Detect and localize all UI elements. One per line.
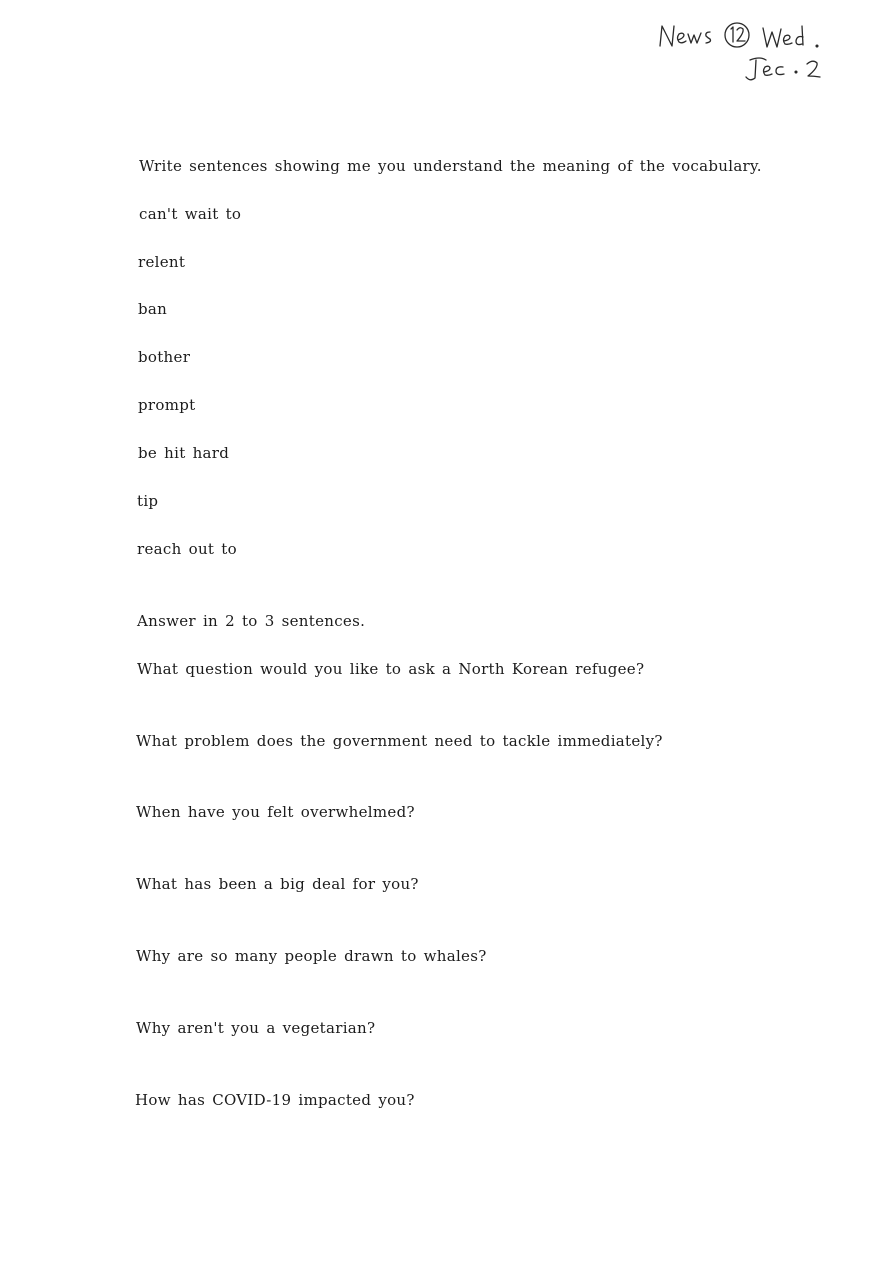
handwritten-date-note [650, 14, 850, 94]
vocabulary-instruction: Write sentences showing me you understand the meaning of the vocabulary. [139, 157, 762, 175]
question-item: What has been a big deal for you? [136, 875, 419, 893]
vocab-item-cant-wait-to: can't wait to [139, 205, 242, 223]
vocab-item-ban: ban [138, 300, 168, 318]
question-item: What problem does the government need to tackle immediately? [136, 732, 663, 750]
question-item: What question would you like to ask a North Korean refugee? [137, 660, 645, 678]
vocab-item-tip: tip [137, 492, 159, 510]
vocab-item-reach-out-to: reach out to [137, 540, 237, 558]
question-item: How has COVID-19 impacted you? [135, 1091, 415, 1109]
vocab-item-prompt: prompt [138, 396, 196, 414]
vocab-item-relent: relent [138, 253, 186, 271]
question-item: Why aren't you a vegetarian? [136, 1019, 376, 1037]
questions-instruction: Answer in 2 to 3 sentences. [137, 612, 366, 630]
handwritten-signature-drawing [650, 14, 850, 94]
vocab-item-be-hit-hard: be hit hard [138, 444, 230, 462]
question-item: Why are so many people drawn to whales? [136, 947, 487, 965]
vocab-item-bother: bother [138, 348, 191, 366]
question-item: When have you felt overwhelmed? [136, 803, 415, 821]
